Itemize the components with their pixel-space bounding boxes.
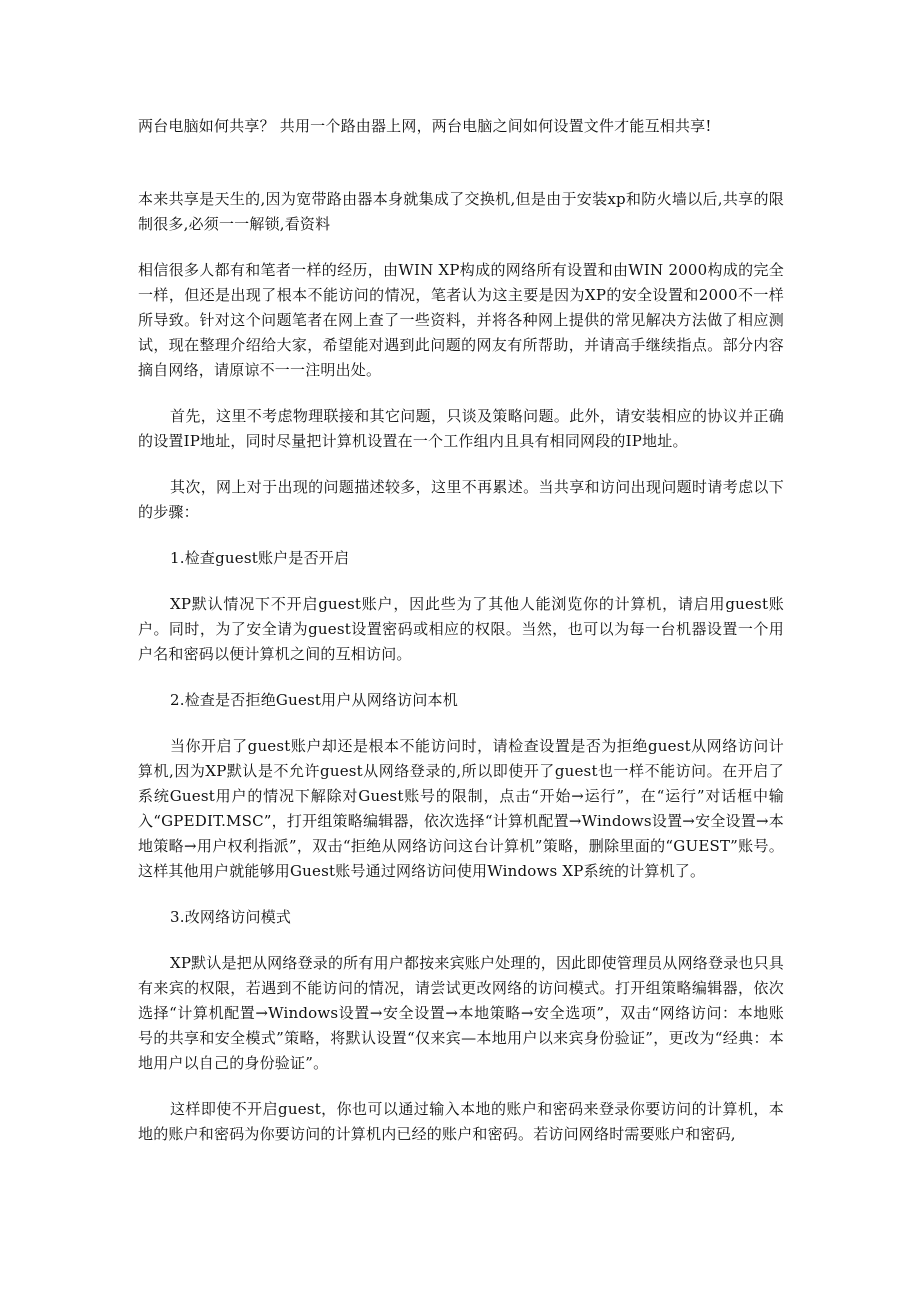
spacer <box>138 525 784 546</box>
document-title: 两台电脑如何共享？ 共用一个路由器上网，两台电脑之间如何设置文件才能互相共享! <box>138 117 712 135</box>
spacer <box>138 571 784 592</box>
spacer <box>138 930 784 951</box>
intro-paragraph: 本来共享是天生的,因为宽带路由器本身就集成了交换机,但是由于安装xp和防火墙以后,共享的限制很多,必须一一解锁,看资料 <box>138 190 784 233</box>
spacer <box>138 454 784 475</box>
spacer <box>138 237 784 258</box>
spacer <box>138 713 784 734</box>
spacer <box>138 383 784 404</box>
spacer <box>138 1076 784 1097</box>
step-3-heading: 3.改网络访问模式 <box>170 908 292 926</box>
spacer <box>138 667 784 688</box>
step-2-paragraph: 当你开启了guest账户却还是根本不能访问时，请检查设置是否为拒绝guest从网络访问计算机,因为XP默认是不允许guest从网络登录的,所以即使开了guest也一样不能访问。在开启了系统Guest用户的情况下解除对Guest账号的限制，点击“开始→运行”，在“运行”对话框中输入“GPEDIT.MSC”，打开组策略编辑器，依次选择“计算机配置→Windows设置→安全设置→本地策略→用户权利指派”，双击“拒绝从网络访问这台计算机”策略，删除里面的“GUEST”账号。这样其他用户就能够用Guest账号通过网络访问使用Windows XP系统的计算机了。 <box>138 737 785 880</box>
steps-intro-paragraph: 其次，网上对于出现的问题描述较多，这里不再累述。当共享和访问出现问题时请考虑以下的步骤： <box>138 478 784 521</box>
document-body <box>138 114 784 1147</box>
background-paragraph: 相信很多人都有和笔者一样的经历，由WIN XP构成的网络所有设置和由WIN 2000构成的完全一样，但还是出现了根本不能访问的情况，笔者认为这主要是因为XP的安全设置和2000不一样所导致。针对这个问题笔者在网上查了一些资料，并将各种网上提供的常见解决方法做了相应测试，现在整理介绍给大家，希望能对遇到此问题的网友有所帮助，并请高手继续指点。部分内容摘自网络，请原谅不一一注明出处。 <box>138 261 784 379</box>
step-1-paragraph: XP默认情况下不开启guest账户，因此些为了其他人能浏览你的计算机，请启用guest账户。同时，为了安全请为guest设置密码或相应的权限。当然，也可以为每一台机器设置一个用户名和密码以便计算机之间的互相访问。 <box>138 595 784 663</box>
step-3-paragraph: XP默认是把从网络登录的所有用户都按来宾账户处理的，因此即使管理员从网络登录也只具有来宾的权限，若遇到不能访问的情况，请尝试更改网络的访问模式。打开组策略编辑器，依次选择“计算机配置→Windows设置→安全设置→本地策略→安全选项”，双击“网络访问：本地账号的共享和安全模式”策略，将默认设置“仅来宾—本地用户以来宾身份验证”，更改为“经典：本地用户以自己的身份验证”。 <box>138 954 784 1072</box>
step-1-heading: 1.检查guest账户是否开启 <box>170 549 350 567</box>
spacer <box>138 884 784 905</box>
step-2-heading: 2.检查是否拒绝Guest用户从网络访问本机 <box>170 691 458 709</box>
step-3-note-paragraph: 这样即使不开启guest，你也可以通过输入本地的账户和密码来登录你要访问的计算机，本地的账户和密码为你要访问的计算机内已经的账户和密码。若访问网络时需要账户和密码, <box>138 1100 784 1143</box>
scope-paragraph: 首先，这里不考虑物理联接和其它问题，只谈及策略问题。此外，请安装相应的协议并正确的设置IP地址，同时尽量把计算机设置在一个工作组内且具有相同网段的IP地址。 <box>138 407 784 450</box>
spacer <box>138 139 784 187</box>
